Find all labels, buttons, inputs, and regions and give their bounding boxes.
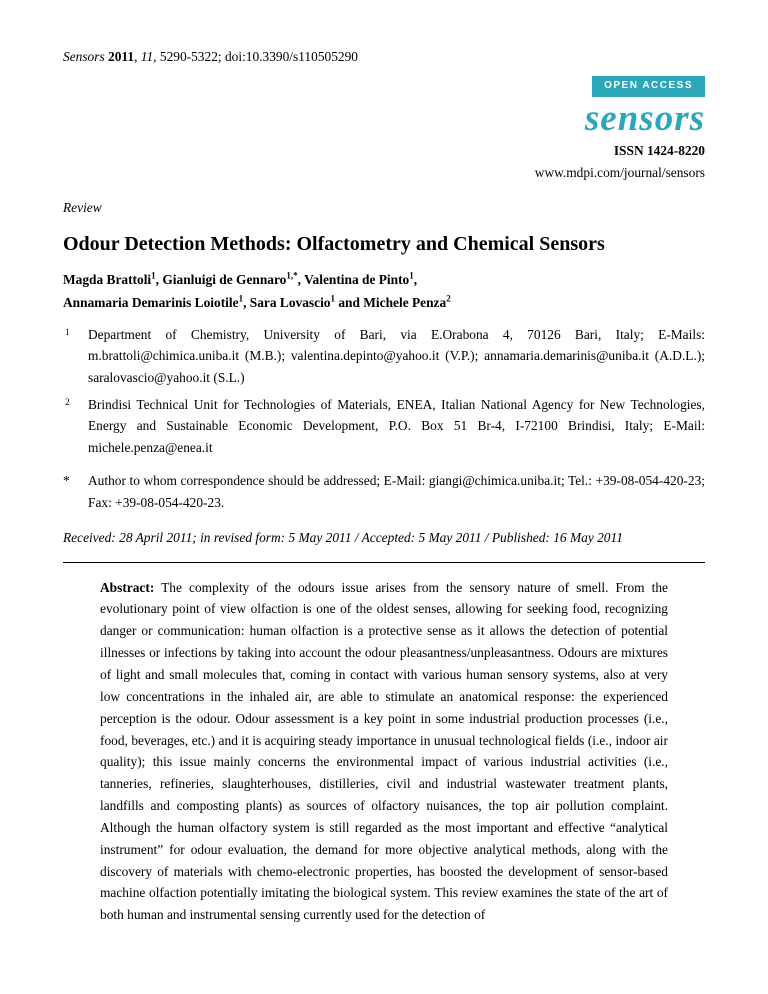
article-type: Review bbox=[63, 200, 102, 215]
correspondence-note bbox=[63, 470, 705, 513]
author-name: Michele Penza bbox=[363, 294, 447, 310]
authors-line bbox=[63, 269, 705, 313]
journal-logo: sensors bbox=[584, 98, 705, 140]
open-access-badge: OPEN ACCESS bbox=[592, 76, 705, 97]
journal-url[interactable]: www.mdpi.com/journal/sensors bbox=[534, 164, 705, 180]
pub-year: 2011 bbox=[108, 49, 135, 64]
dates-line: Received: 28 April 2011; in revised form: 5 May 2011 / Accepted: 5 May 2011 / Published: 16 May 2011 bbox=[63, 530, 623, 546]
author-affil-sup: 1 bbox=[330, 293, 335, 304]
journal-name: Sensors bbox=[63, 49, 109, 64]
author-name: Annamaria Demarinis Loiotile bbox=[63, 294, 239, 310]
author-separator: , bbox=[297, 272, 305, 288]
volume-number: 11 bbox=[140, 49, 154, 64]
author-affil-sup: 1,* bbox=[286, 270, 298, 281]
correspondence-marker: * bbox=[63, 473, 70, 489]
author-affil-sup: 1 bbox=[409, 270, 414, 281]
affiliation-item bbox=[63, 324, 705, 388]
affiliation-marker: 1 bbox=[65, 327, 70, 338]
ref-separator: , bbox=[134, 49, 141, 64]
author-name: Sara Lovascio bbox=[249, 294, 331, 310]
pages-doi: , 5290-5322; doi:10.3390/s110505290 bbox=[153, 49, 358, 64]
author-name: Magda Brattoli bbox=[63, 272, 152, 288]
affiliations bbox=[63, 324, 705, 459]
correspondence-text: Author to whom correspondence should be addressed; E-Mail: giangi@chimica.uniba.it; Tel.: +39-08-054-420-23; Fax: +39-08-054-420-23. bbox=[88, 473, 705, 510]
author-name: Valentina de Pinto bbox=[304, 272, 410, 288]
author-name: Gianluigi de Gennaro bbox=[162, 272, 287, 288]
author-separator: and bbox=[334, 294, 364, 310]
author-separator: , bbox=[413, 272, 418, 288]
author-affil-sup: 2 bbox=[446, 293, 451, 304]
affiliation-marker: 2 bbox=[65, 397, 70, 408]
affiliation-text: Brindisi Technical Unit for Technologies of Materials, ENEA, Italian National Agency for New Technologies, Energy and Sustainable Economic Development, P.O. Box 51 Br-4, I-72100 Brindisi, Italy; E-Mail: michele.penza@enea.it bbox=[88, 396, 705, 455]
affiliation-text: Department of Chemistry, University of Bari, via E.Orabona 4, 70126 Bari, Italy; E-Mails: m.brattoli@chimica.uniba.it (M.B.); valentina.depinto@yahoo.it (V.P.); annamaria.demarinis@uniba.it (A.D.L.); saralovascio@yahoo.it (S.L.) bbox=[88, 326, 705, 385]
issn-line: ISSN 1424-8220 bbox=[613, 143, 705, 159]
author-affil-sup: 1 bbox=[238, 293, 244, 304]
paper-title: Odour Detection Methods: Olfactometry and Chemical Sensors bbox=[63, 233, 605, 256]
abstract-block bbox=[100, 577, 668, 927]
author-separator: , bbox=[155, 272, 163, 288]
author-affil-sup: 1 bbox=[151, 270, 156, 281]
abstract-label: Abstract: bbox=[100, 579, 155, 595]
journal-ref-line bbox=[63, 46, 705, 67]
abstract-text: The complexity of the odours issue arises from the sensory nature of smell. From the evolutionary point of view olfaction is one of the oldest senses, allowing for seeking food, recognizing danger or communication: human olfaction is a protective sense as it allows the detection of potential illnesses or infections by taking into account the odour pleasantness/unpleasantness. Odours are mixtures of light and small molecules that, coming in contact with various human sensory systems, also at very low concentrations in the inhaled air, are able to stimulate an anatomical response: the experienced perception is the odour. Odour assessment is a key point in some industrial production processes (i.e., food, beverages, etc.) and it is acquiring steady importance in unusual technological fields (i.e., indoor air quality); this issue mainly concerns the environmental impact of various industrial activities (i.e., tanneries, refineries, slaughterhouses, distilleries, civil and industrial wastewater treatment plants, landfills and composting plants) as sources of olfactory nuisances, the top air pollution complaint. Although the human olfactory system is still regarded as the most important and effective “analytical instrument” for odour evaluation, the demand for more objective analytical methods, along with the discovery of materials with chemo-electronic properties, has boosted the development of sensor-based machine olfaction potentially imitating the biological system. This review examines the state of the art of both human and instrumental sensing currently used for the detection of bbox=[100, 579, 668, 923]
author-separator: , bbox=[243, 294, 250, 310]
journal-url-line bbox=[63, 162, 705, 183]
separator-rule bbox=[63, 562, 705, 563]
affiliation-item bbox=[63, 394, 705, 458]
journal-masthead bbox=[63, 73, 705, 183]
